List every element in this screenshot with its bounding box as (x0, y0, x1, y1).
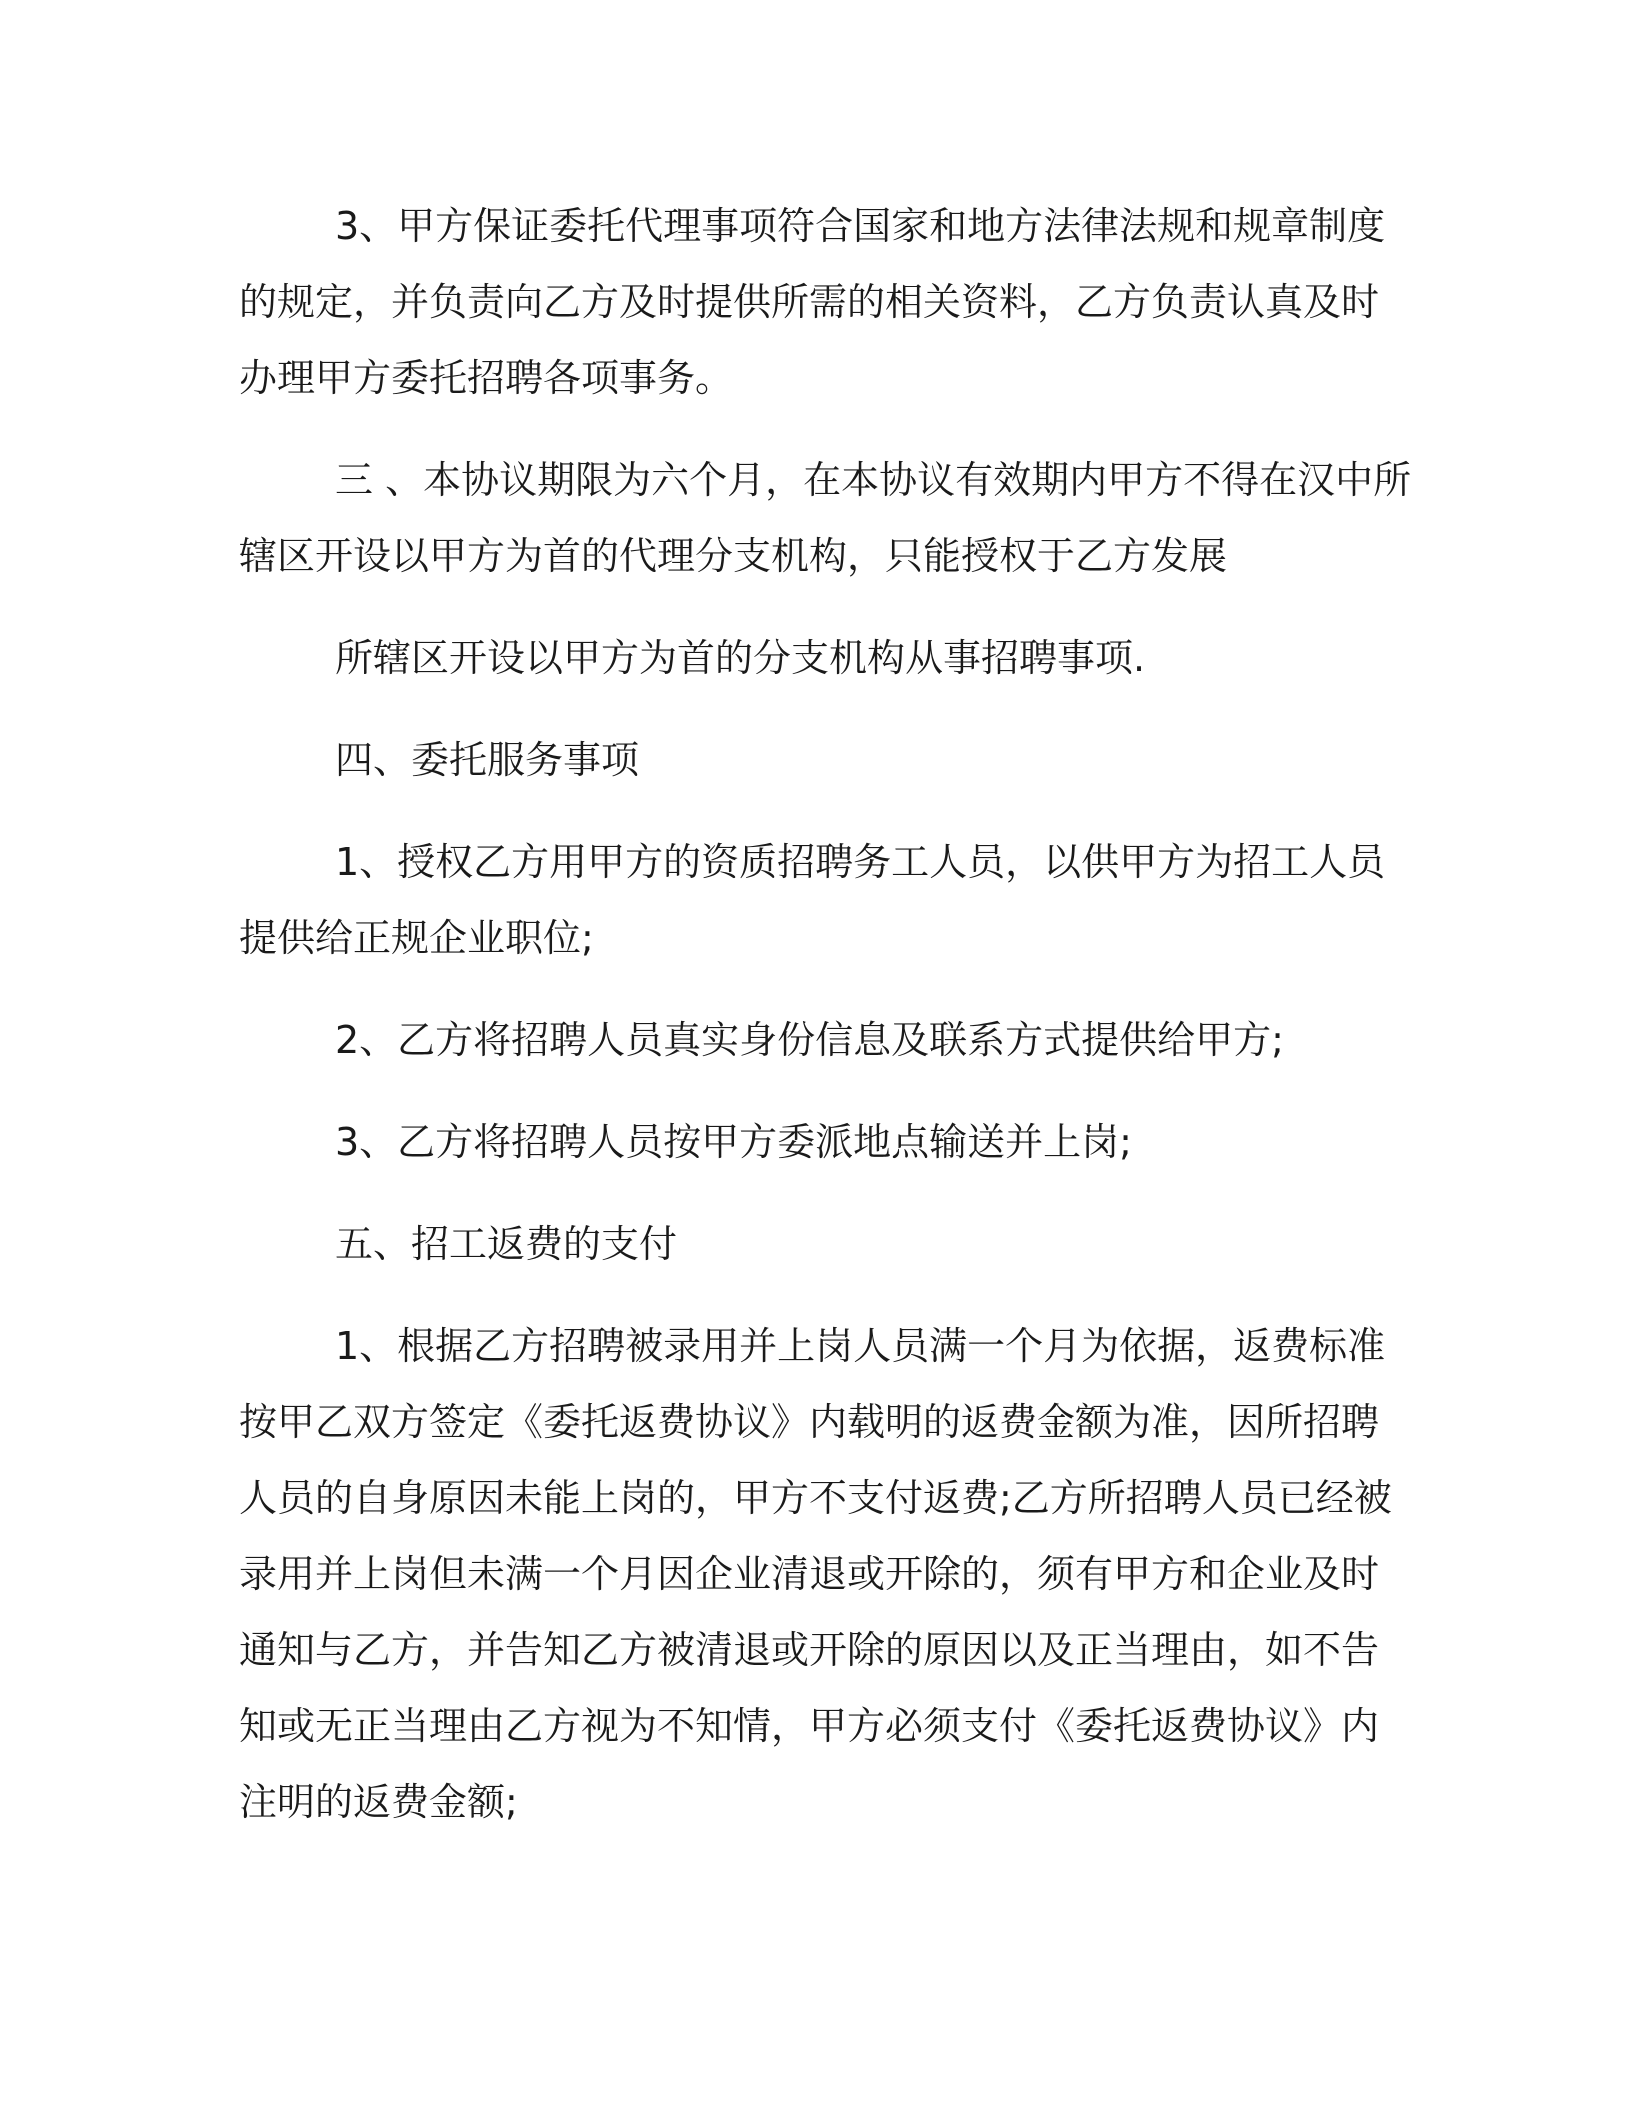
text-line: 通知与乙方，并告知乙方被清退或开除的原因以及正当理由，如不告 (239, 1628, 1380, 1672)
text-line: 办理甲方委托招聘各项事务。 (239, 356, 734, 400)
text-line: 三 、本协议期限为六个月，在本协议有效期内甲方不得在汉中所 (335, 458, 1412, 502)
text-line: 辖区开设以甲方为首的代理分支机构，只能授权于乙方发展 (239, 534, 1228, 578)
text-line: 所辖区开设以甲方为首的分支机构从事招聘事项. (335, 636, 1146, 680)
text-line: 2、乙方将招聘人员真实身份信息及联系方式提供给甲方; (335, 1018, 1284, 1062)
text-line: 知或无正当理由乙方视为不知情，甲方必须支付《委托返费协议》内 (239, 1704, 1380, 1748)
text-line: 3、甲方保证委托代理事项符合国家和地方法律法规和规章制度 (335, 204, 1386, 248)
text-line: 人员的自身原因未能上岗的，甲方不支付返费;乙方所招聘人员已经被 (239, 1476, 1392, 1520)
text-line: 3、乙方将招聘人员按甲方委派地点输送并上岗; (335, 1120, 1132, 1164)
text-line: 四、委托服务事项 (335, 738, 640, 782)
text-line: 五、招工返费的支付 (335, 1222, 678, 1266)
text-line: 提供给正规企业职位; (239, 916, 594, 960)
text-line: 注明的返费金额; (239, 1780, 518, 1824)
text-line: 的规定，并负责向乙方及时提供所需的相关资料，乙方负责认真及时 (239, 280, 1380, 324)
text-line: 录用并上岗但未满一个月因企业清退或开除的，须有甲方和企业及时 (239, 1552, 1380, 1596)
document-body (239, 188, 1412, 1840)
text-line: 按甲乙双方签定《委托返费协议》内载明的返费金额为准，因所招聘 (239, 1400, 1380, 1444)
text-line: 1、授权乙方用甲方的资质招聘务工人员，以供甲方为招工人员 (335, 840, 1386, 884)
text-line: 1、根据乙方招聘被录用并上岗人员满一个月为依据，返费标准 (335, 1324, 1386, 1368)
